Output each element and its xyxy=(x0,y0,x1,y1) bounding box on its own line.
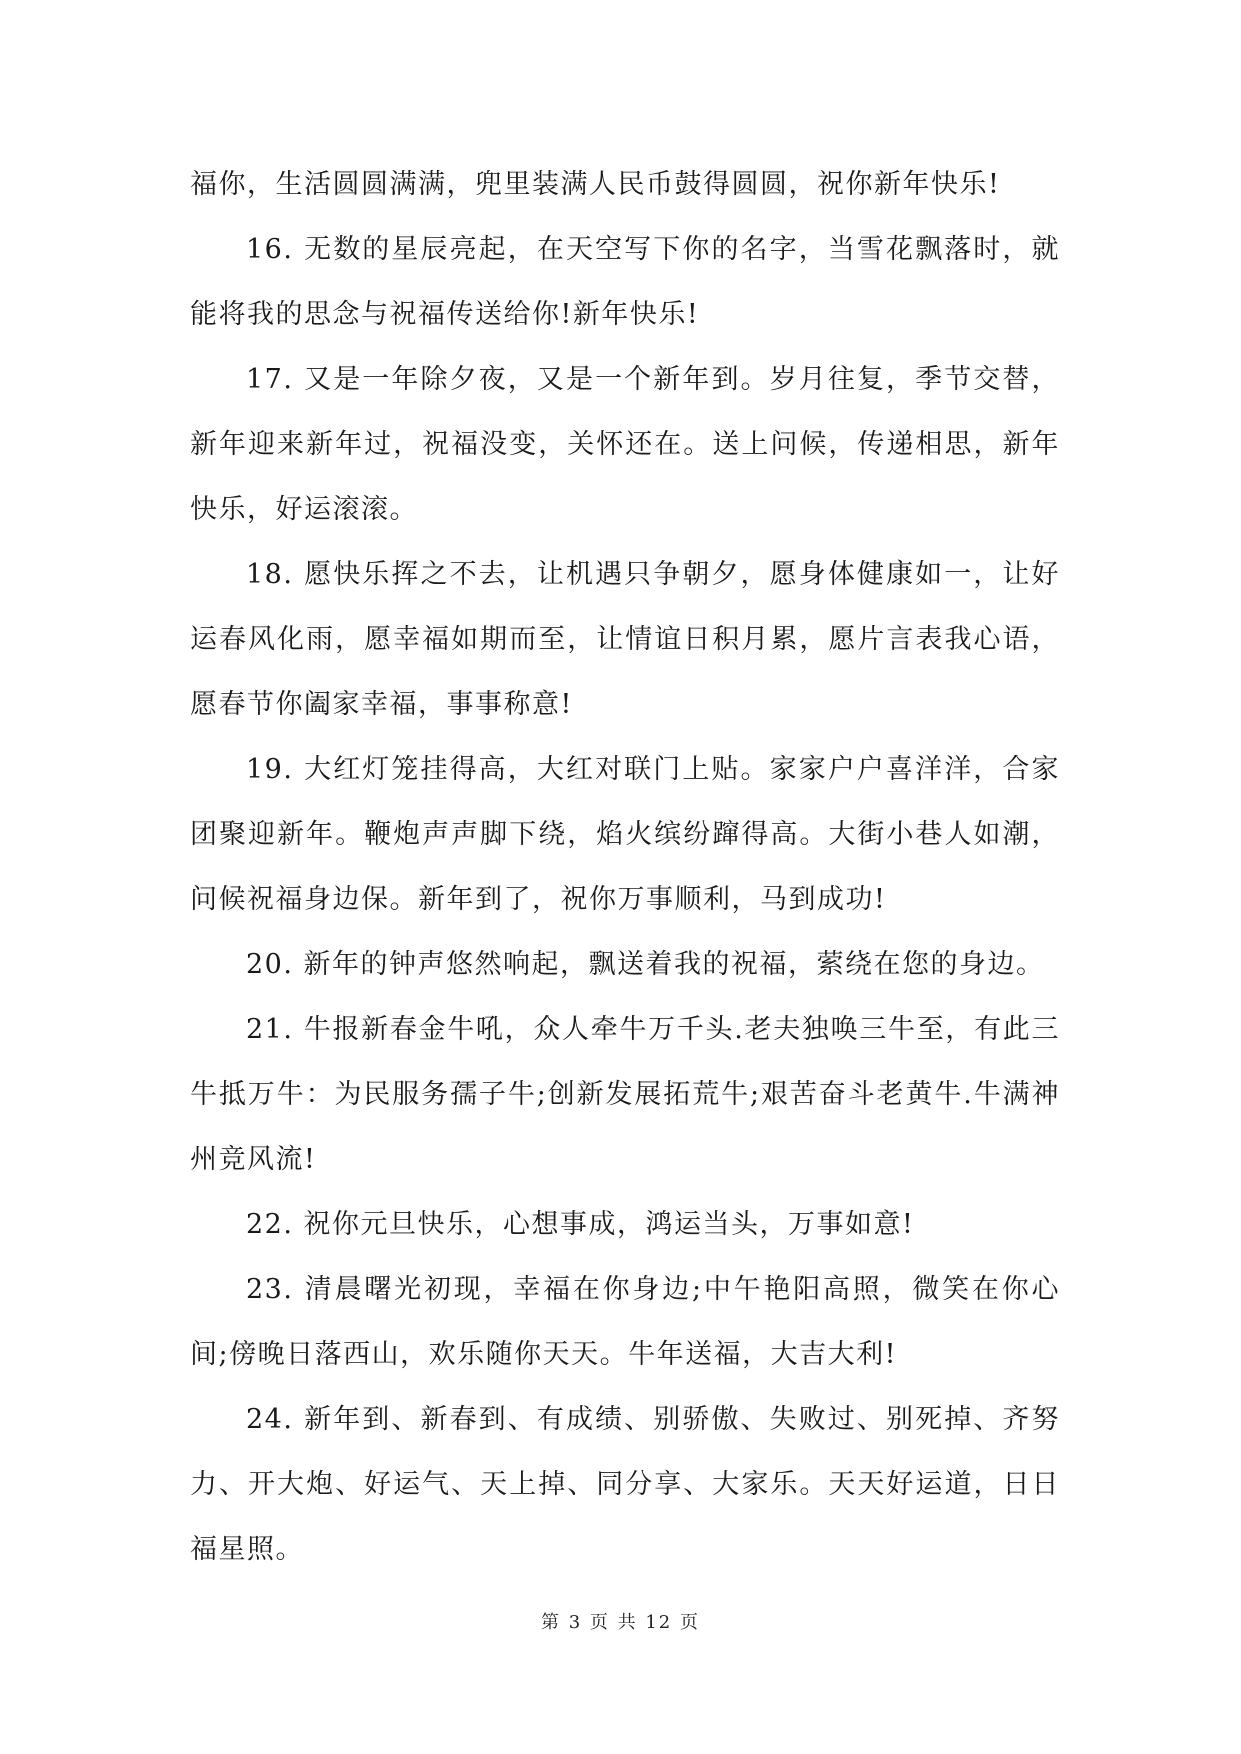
paragraph-16: 16. 无数的星辰亮起，在天空写下你的名字，当雪花飘落时，就能将我的思念与祝福传送给你!新年快乐! xyxy=(190,234,1060,330)
paragraph-17: 17. 又是一年除夕夜，又是一个新年到。岁月往复，季节交替，新年迎来新年过，祝福没变，关怀还在。送上问候，传递相思，新年快乐，好运滚滚。 xyxy=(190,364,1060,525)
paragraph-18: 18. 愿快乐挥之不去，让机遇只争朝夕，愿身体健康如一，让好运春风化雨，愿幸福如期而至，让情谊日积月累，愿片言表我心语，愿春节你阖家幸福，事事称意! xyxy=(190,559,1060,720)
paragraph-23: 23. 清晨曙光初现，幸福在你身边;中午艳阳高照，微笑在你心间;傍晚日落西山，欢乐随你天天。牛年送福，大吉大利! xyxy=(190,1274,1060,1370)
page-number-footer: 第 3 页 共 12 页 xyxy=(541,1612,700,1633)
page-body xyxy=(190,152,1060,1582)
paragraph-22: 22. 祝你元旦快乐，心想事成，鸿运当头，万事如意! xyxy=(246,1209,915,1240)
paragraph-20: 20. 新年的钟声悠然响起，飘送着我的祝福，萦绕在您的身边。 xyxy=(246,949,1045,980)
paragraph-19: 19. 大红灯笼挂得高，大红对联门上贴。家家户户喜洋洋，合家团聚迎新年。鞭炮声声脚下绕，焰火缤纷蹿得高。大街小巷人如潮，问候祝福身边保。新年到了，祝你万事顺利，马到成功! xyxy=(190,754,1060,915)
paragraph-24: 24. 新年到、新春到、有成绩、别骄傲、失败过、别死掉、齐努力、开大炮、好运气、天上掉、同分享、大家乐。天天好运道，日日福星照。 xyxy=(190,1404,1060,1565)
paragraph-21: 21. 牛报新春金牛吼，众人牵牛万千头.老夫独唤三牛至，有此三牛抵万牛：为民服务孺子牛;创新发展拓荒牛;艰苦奋斗老黄牛.牛满神州竞风流! xyxy=(190,1014,1060,1175)
paragraph-continuation: 福你，生活圆圆满满，兜里装满人民币鼓得圆圆，祝你新年快乐! xyxy=(190,169,1001,200)
